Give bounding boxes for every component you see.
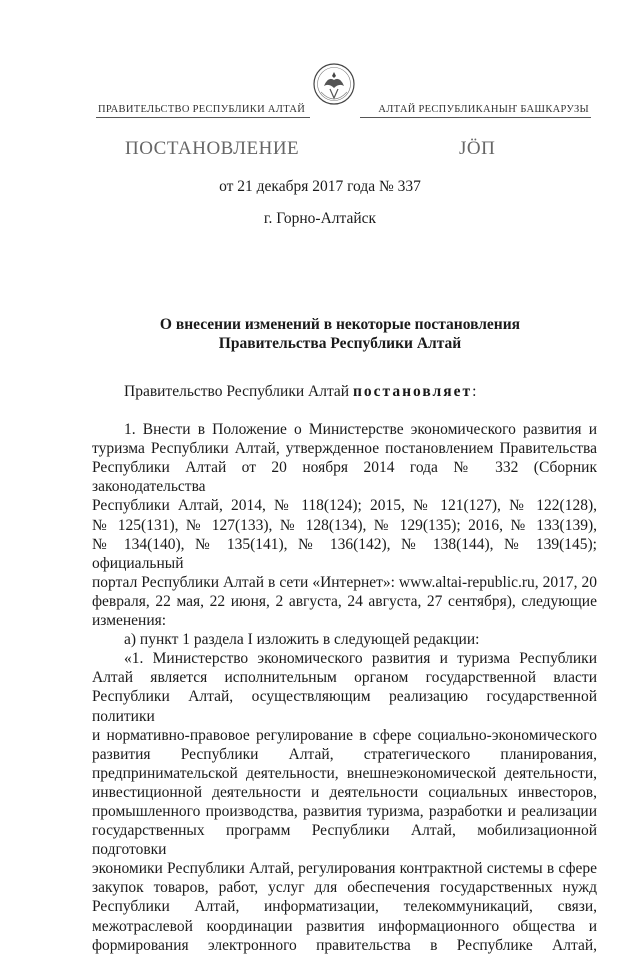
p3-line: промышленного производства, развития туризма, разработки и реализации [92,802,597,820]
p3-line: развития Республики Алтай, стратегического планирования, [92,745,597,763]
letterhead-rule-right [360,117,591,118]
letterhead [96,104,591,117]
paragraph-1 [92,420,597,630]
doctype-alt: ЈÖП [459,138,496,159]
p1-line: № 134(140), № 135(141), № 136(142), № 138(144), № 139(145); официальный [92,535,597,572]
p3-line: закупок товаров, работ, услуг для обеспечения государственных нужд [92,879,597,897]
doctype-ru: ПОСТАНОВЛЕНИЕ [125,138,300,159]
document-date: от 21 декабря 2017 года № 337 [219,178,421,195]
letterhead-right: АЛТАЙ РЕСПУБЛИКАНЫҤ БАШКАРУЗЫ [378,104,589,115]
p1-line: портал Республики Алтай в сети «Интернет»: www.altai-republic.ru, 2017, 20 [92,573,597,591]
paragraph-3 [92,649,597,955]
p1-line: Республики Алтай, 2014, № 118(124); 2015, № 121(127), № 122(128), [92,497,597,515]
p3-line: инвестиционной деятельности и деятельности социальных инвесторов, [92,783,597,801]
preamble: Правительство Республики Алтай постановляет: [124,383,477,400]
altai-coat-of-arms-icon [312,62,356,110]
p1-line: № 125(131), № 127(133), № 128(134), № 129(135); 2016, № 133(139), [92,516,597,534]
p1-line: февраля, 22 мая, 22 июня, 2 августа, 24 августа, 27 сентября), следующие [92,592,597,610]
paragraph-2: а) пункт 1 раздела I изложить в следующей редакции: [124,631,480,649]
document-city: г. Горно-Алтайск [263,210,377,227]
letterhead-left: ПРАВИТЕЛЬСТВО РЕСПУБЛИКИ АЛТАЙ [98,104,306,115]
p3-line: Алтай является исполнительным органом государственной власти [92,669,597,687]
p3-line: и нормативно-правовое регулирование в сфере социально-экономического [92,726,597,744]
p3-line: межотраслевой координации развития информационного общества и [92,917,597,935]
p3-line: «1. Министерство экономического развития и туризма Республики [124,650,597,668]
p1-line: изменения: [92,612,167,630]
p1-line: Республики Алтай от 20 ноября 2014 года № 332 (Сборник законодательства [92,459,597,496]
p3-line: формирования электронного правительства в Республике Алтай, [92,936,597,954]
p1-line: туризма Республики Алтай, утвержденное постановлением Правительства [92,440,597,458]
p3-line: предпринимательской деятельности, внешнеэкономической деятельности, [92,764,597,782]
p3-line: государственных программ Республики Алтай, мобилизационной подготовки [92,822,597,859]
document-title: О внесении изменений в некоторые постановления Правительства Республики Алтай [159,316,521,352]
document-body [92,382,597,955]
p3-line: Республики Алтай, осуществляющим реализацию государственной политики [92,688,597,725]
p3-line: экономики Республики Алтай, регулирования контрактной системы в сфере [92,860,597,878]
p1-line: 1. Внести в Положение о Министерстве экономического развития и [124,421,597,439]
p3-line: Республики Алтай, информатизации, телекоммуникаций, связи, [92,898,597,916]
letterhead-rule-left [96,117,310,118]
